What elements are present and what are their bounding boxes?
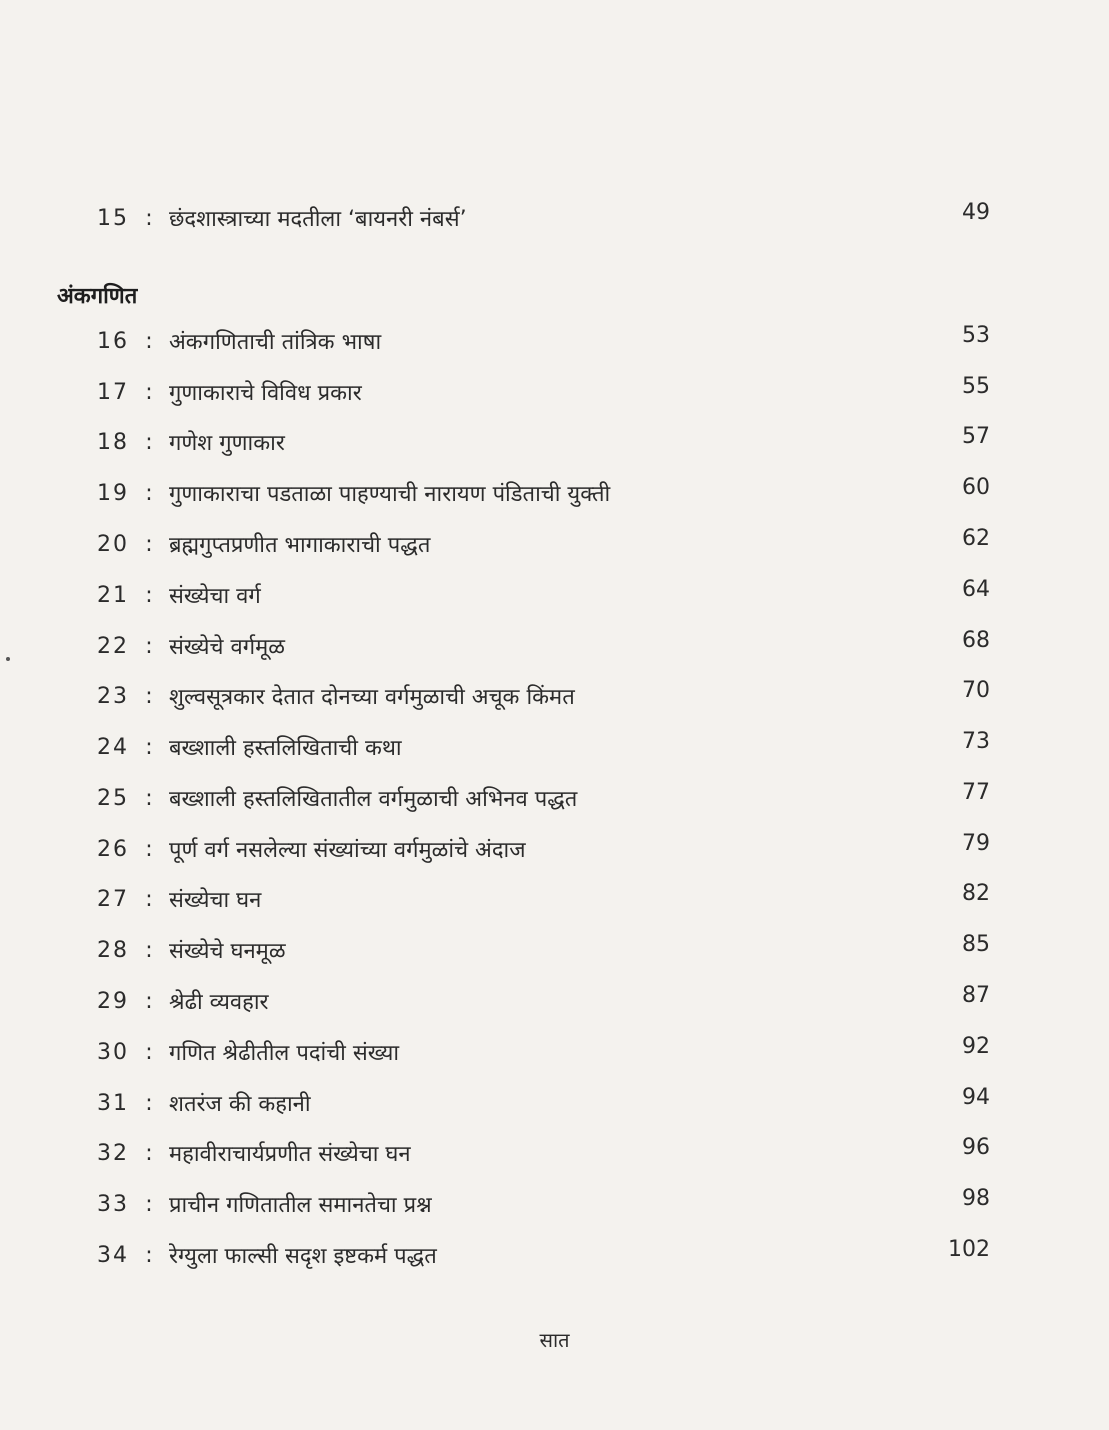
entry-separator: : [145,531,153,557]
entry-page-number: 79 [962,830,990,856]
entry-page-number: 102 [948,1236,990,1262]
entry-page-number: 49 [962,199,990,225]
entry-number: 21 [97,582,129,608]
entry-title: पूर्ण वर्ग नसलेल्या संख्यांच्या वर्गमुळांचे अंदाज [169,838,526,863]
entry-page-number: 57 [962,423,990,449]
entry-title: संख्येचा वर्ग [169,584,261,609]
entry-separator: : [145,480,153,506]
entry-page-number: 55 [962,373,990,399]
entry-separator: : [145,937,153,963]
entry-page-number: 82 [962,880,990,906]
entry-page-number: 60 [962,474,990,500]
entry-page-number: 96 [962,1134,990,1160]
entry-separator: : [145,205,153,231]
entry-title: ब्रह्मगुप्तप्रणीत भागाकाराची पद्धत [169,533,431,558]
entry-title: अंकगणिताची तांत्रिक भाषा [169,330,382,355]
entry-number: 29 [97,988,129,1014]
entry-title: शतरंज की कहानी [169,1092,311,1117]
entry-page-number: 53 [962,322,990,348]
entry-title: प्राचीन गणितातील समानतेचा प्रश्न [169,1193,432,1218]
entry-title: श्रेढी व्यवहार [169,990,269,1015]
toc-entry[interactable] [95,676,990,716]
entry-title: संख्येचे घनमूळ [169,939,286,964]
entry-separator: : [145,1090,153,1116]
toc-entry[interactable] [95,981,990,1021]
entry-number: 31 [97,1090,129,1116]
toc-entry[interactable] [95,524,990,564]
entry-separator: : [145,1191,153,1217]
entry-title: संख्येचा घन [169,888,262,913]
toc-entry[interactable] [95,727,990,767]
toc-entry[interactable] [95,422,990,462]
toc-entry[interactable] [95,778,990,818]
toc-entry[interactable] [95,1133,990,1173]
toc-entry[interactable] [95,1235,990,1275]
entry-title: छंदशास्त्राच्या मदतीला ‘बायनरी नंबर्स’ [169,207,467,232]
page-footer-label: सात [539,1328,570,1352]
entry-separator: : [145,429,153,455]
entry-separator: : [145,1039,153,1065]
entry-page-number: 68 [962,627,990,653]
entry-title: रेग्युला फाल्सी सदृश इष्टकर्म पद्धत [169,1244,437,1269]
entry-separator: : [145,836,153,862]
entry-page-number: 98 [962,1185,990,1211]
entry-separator: : [145,1140,153,1166]
entry-separator: : [145,1242,153,1268]
entry-title: गुणाकाराचा पडताळा पाहण्याची नारायण पंडिताची युक्ती [169,482,611,507]
entry-title: बख्शाली हस्तलिखिताची कथा [169,736,402,761]
entry-number: 24 [97,734,129,760]
toc-entry[interactable] [95,473,990,513]
entry-title: बख्शाली हस्तलिखितातील वर्गमुळाची अभिनव पद्धत [169,787,578,812]
entry-number: 33 [97,1191,129,1217]
entry-number: 26 [97,836,129,862]
entry-page-number: 85 [962,931,990,957]
entry-number: 27 [97,886,129,912]
entry-separator: : [145,379,153,405]
entry-page-number: 62 [962,525,990,551]
entry-separator: : [145,886,153,912]
entry-page-number: 92 [962,1033,990,1059]
entry-number: 28 [97,937,129,963]
entry-number: 23 [97,683,129,709]
entry-number: 22 [97,633,129,659]
entry-title: गुणाकाराचे विविध प्रकार [169,381,362,406]
entry-title: महावीराचार्यप्रणीत संख्येचा घन [169,1142,411,1167]
entry-number: 25 [97,785,129,811]
entry-page-number: 64 [962,576,990,602]
entry-number: 16 [97,328,129,354]
entry-separator: : [145,988,153,1014]
toc-entry[interactable] [95,879,990,919]
toc-entry[interactable] [95,1083,990,1123]
entry-page-number: 87 [962,982,990,1008]
toc-entry[interactable] [95,575,990,615]
entry-page-number: 73 [962,728,990,754]
entry-number: 20 [97,531,129,557]
toc-entry[interactable] [95,198,990,238]
entry-title: गणित श्रेढीतील पदांची संख्या [169,1041,400,1066]
entry-page-number: 94 [962,1084,990,1110]
toc-entry[interactable] [95,626,990,666]
entry-page-number: 77 [962,779,990,805]
entry-title: संख्येचे वर्गमूळ [169,635,285,660]
toc-entry[interactable] [95,1184,990,1224]
entry-number: 34 [97,1242,129,1268]
entry-number: 32 [97,1140,129,1166]
entry-title: शुल्वसूत्रकार देतात दोनच्या वर्गमुळाची अचूक किंमत [169,685,575,710]
entry-separator: : [145,785,153,811]
toc-entry[interactable] [95,321,990,361]
entry-title: गणेश गुणाकार [169,431,285,456]
section-heading: अंकगणित [57,284,138,309]
toc-entry[interactable] [95,829,990,869]
entry-separator: : [145,582,153,608]
entry-separator: : [145,734,153,760]
entry-separator: : [145,633,153,659]
entry-number: 19 [97,480,129,506]
entry-number: 18 [97,429,129,455]
toc-entry[interactable] [95,1032,990,1072]
toc-entry[interactable] [95,372,990,412]
stray-ink-mark [6,657,10,661]
entry-page-number: 70 [962,677,990,703]
entry-separator: : [145,328,153,354]
entry-number: 15 [97,205,129,231]
toc-entry[interactable] [95,930,990,970]
entry-number: 17 [97,379,129,405]
entry-separator: : [145,683,153,709]
entry-number: 30 [97,1039,129,1065]
